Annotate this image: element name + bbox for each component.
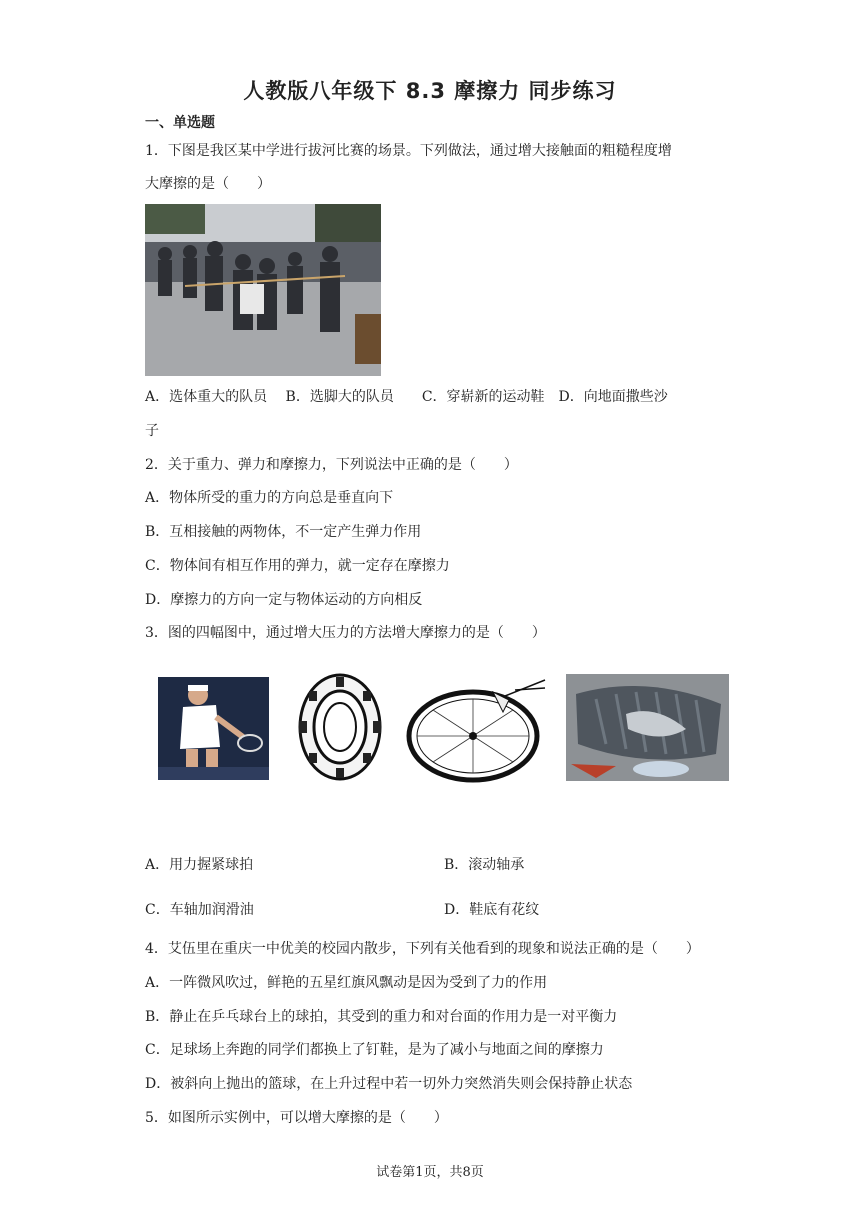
tennis-player-photo bbox=[158, 677, 269, 780]
q4-option-a: A．一阵微风吹过，鲜艳的五星红旗风飘动是因为受到了力的作用 bbox=[145, 975, 548, 991]
q1-options-line2: 子 bbox=[145, 423, 159, 439]
q3-option-c: C．车轴加润滑油 bbox=[145, 902, 254, 918]
q1-stem-line1: 1．下图是我区某中学进行拔河比赛的场景。下列做法，通过增大接触面的粗糙程度增 bbox=[145, 143, 672, 159]
q2-stem: 2．关于重力、弹力和摩擦力，下列说法中正确的是（ ） bbox=[145, 457, 518, 473]
q3-option-a: A．用力握紧球拍 bbox=[145, 857, 254, 873]
q3-option-b: B．滚动轴承 bbox=[444, 857, 525, 873]
tug-of-war-photo bbox=[145, 204, 381, 376]
bicycle-wheel-oiling-drawing bbox=[405, 670, 550, 785]
q2-option-d: D．摩擦力的方向一定与物体运动的方向相反 bbox=[145, 592, 423, 608]
q5-stem: 5．如图所示实例中，可以增大摩擦的是（ ） bbox=[145, 1110, 448, 1126]
q2-option-a: A．物体所受的重力的方向总是垂直向下 bbox=[145, 490, 394, 506]
q4-option-d: D．被斜向上抛出的篮球，在上升过程中若一切外力突然消失则会保持静止状态 bbox=[145, 1076, 633, 1092]
q2-option-b: B．互相接触的两物体，不一定产生弹力作用 bbox=[145, 524, 422, 540]
section-heading: 一、单选题 bbox=[145, 115, 215, 131]
q3-option-d: D．鞋底有花纹 bbox=[444, 902, 540, 918]
page-title: 人教版八年级下 8.3 摩擦力 同步练习 bbox=[243, 79, 617, 103]
q4-stem: 4．艾伍里在重庆一中优美的校园内散步，下列有关他看到的现象和说法正确的是（ ） bbox=[145, 941, 700, 957]
roller-bearing-drawing bbox=[295, 671, 385, 784]
shoe-sole-photo bbox=[566, 674, 729, 781]
page-footer: 试卷第1页，共8页 bbox=[376, 1165, 484, 1180]
q4-option-c: C．足球场上奔跑的同学们都换上了钉鞋，是为了减小与地面之间的摩擦力 bbox=[145, 1042, 604, 1058]
q4-option-b: B．静止在乒乓球台上的球拍，其受到的重力和对台面的作用力是一对平衡力 bbox=[145, 1009, 618, 1025]
q1-stem-line2: 大摩擦的是（ ） bbox=[145, 176, 271, 192]
q3-stem: 3．图的四幅图中，通过增大压力的方法增大摩擦力的是（ ） bbox=[145, 625, 546, 641]
q2-option-c: C．物体间有相互作用的弹力，就一定存在摩擦力 bbox=[145, 558, 450, 574]
q1-options-line1: A．选体重大的队员 B．选脚大的队员 C．穿崭新的运动鞋 D．向地面撒些沙 bbox=[145, 389, 668, 405]
